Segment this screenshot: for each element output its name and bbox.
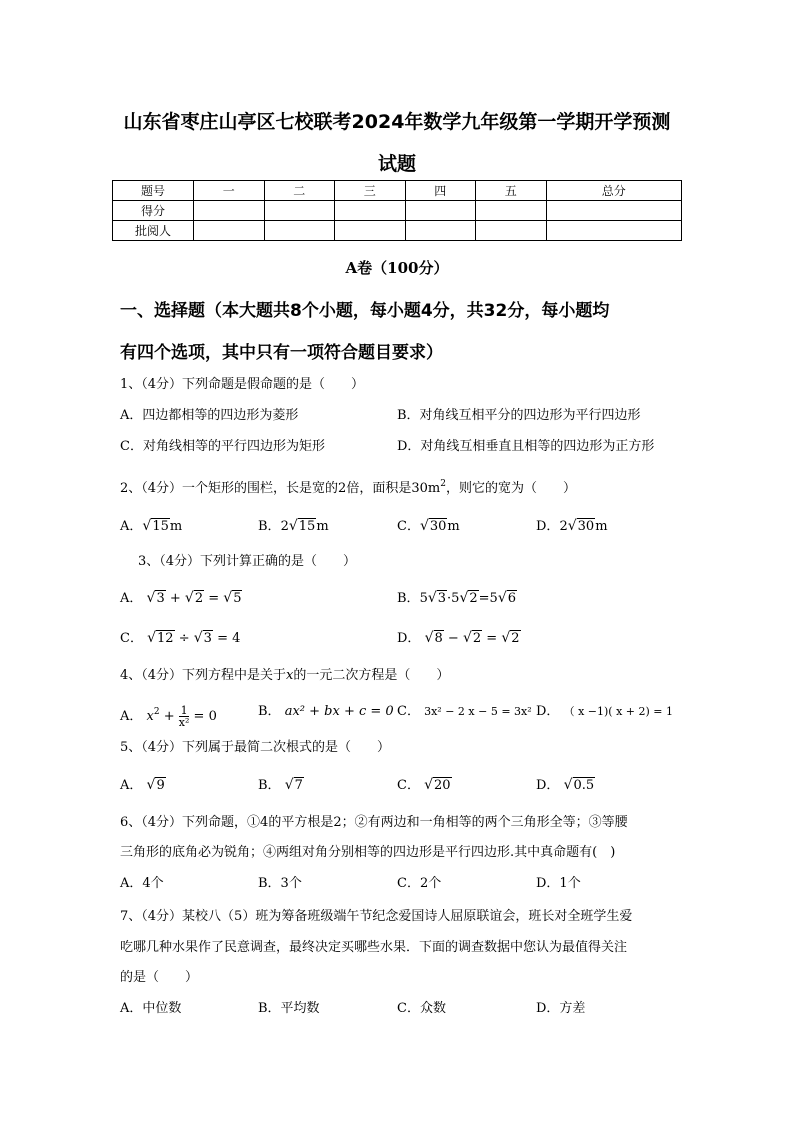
score-row-label: 批阅人 bbox=[113, 221, 194, 241]
radicand: 8 bbox=[434, 631, 443, 646]
sqrt-icon: √ bbox=[193, 630, 203, 646]
q7-stem-line1: 7、（4分）某校八（5）班为筹备班级端午节纪念爱国诗人屈原联谊会，班长对全班学生爱 bbox=[120, 909, 633, 924]
coefficient: 2 bbox=[280, 519, 289, 534]
score-cell[interactable] bbox=[264, 201, 335, 221]
sqrt-icon: √ bbox=[427, 590, 437, 606]
option-label: B． bbox=[258, 778, 281, 793]
radicand: 2 bbox=[469, 591, 478, 606]
sqrt-icon: √ bbox=[567, 518, 577, 534]
unit: m bbox=[595, 519, 608, 534]
sqrt-icon: √ bbox=[563, 777, 573, 793]
q1-option-a: A．四边都相等的四边形为菱形 bbox=[120, 408, 299, 423]
q2-option-c bbox=[397, 518, 460, 535]
radicand: 2 bbox=[472, 631, 482, 646]
score-header-cell: 五 bbox=[476, 181, 547, 201]
unit: m bbox=[316, 519, 329, 534]
score-cell[interactable] bbox=[335, 221, 406, 241]
q6-stem-line2: 三角形的底角必为锐角；④两组对角分别相等的四边形是平行四边形.其中真命题有( ) bbox=[120, 845, 616, 860]
sqrt-icon: √ bbox=[424, 777, 434, 793]
q4-option-d bbox=[536, 704, 673, 720]
option-label: A． bbox=[120, 778, 143, 793]
unit: m bbox=[169, 519, 183, 534]
q2-stem-end: ，则它的宽为（ ） bbox=[445, 481, 576, 496]
q4-option-a bbox=[120, 704, 217, 728]
q7-option-c: C．众数 bbox=[397, 1001, 446, 1016]
option-label: D． bbox=[536, 704, 560, 719]
q7-option-b: B．平均数 bbox=[258, 1001, 320, 1016]
radicand: 6 bbox=[507, 591, 517, 606]
option-label: C． bbox=[120, 631, 143, 646]
page-title-continued: 试题 bbox=[377, 153, 416, 175]
equals: = 4 bbox=[212, 631, 241, 646]
option-label: A． bbox=[120, 519, 143, 534]
denominator: x² bbox=[178, 716, 190, 729]
q7-option-a: A．中位数 bbox=[120, 1001, 182, 1016]
score-header-cell: 总分 bbox=[546, 181, 682, 201]
operator: − bbox=[443, 631, 463, 646]
q7-stem-line3: 的是（ ） bbox=[120, 970, 199, 985]
option-label: D． bbox=[397, 631, 421, 646]
q6-option-c: C．2个 bbox=[397, 876, 442, 891]
q1-option-b: B．对角线互相平分的四边形为平行四边形 bbox=[397, 408, 641, 423]
q6-stem-line1: 6、（4分）下列命题，①4的平方根是2；②有两边和一角相等的两个三角形全等；③等腰 bbox=[120, 815, 628, 830]
q3-option-d bbox=[397, 630, 521, 647]
q4-stem bbox=[120, 668, 449, 684]
score-cell[interactable] bbox=[476, 221, 547, 241]
option-label: B． bbox=[258, 704, 281, 719]
score-header-cell: 题号 bbox=[113, 181, 194, 201]
option-label: B． bbox=[397, 591, 420, 606]
option-label: C． bbox=[397, 519, 420, 534]
q3-option-a bbox=[120, 590, 242, 607]
sqrt-icon: √ bbox=[424, 630, 434, 646]
q1-option-c: C．对角线相等的平行四边形为矩形 bbox=[120, 439, 325, 454]
option-label: A． bbox=[120, 591, 143, 606]
sqrt-icon: √ bbox=[501, 630, 511, 646]
coefficient: 2 bbox=[559, 519, 568, 534]
sqrt-icon: √ bbox=[459, 590, 469, 606]
section-heading: 一、选择题（本大题共8个小题，每小题4分，共32分，每小题均 bbox=[120, 301, 610, 321]
equals: =5 bbox=[478, 591, 498, 606]
q6-option-a: A．4个 bbox=[120, 876, 164, 891]
option-label: D． bbox=[536, 519, 560, 534]
score-header-cell: 一 bbox=[194, 181, 265, 201]
fraction bbox=[179, 705, 190, 728]
equation: 3x² − 2 x − 5 = 3x² bbox=[424, 705, 532, 718]
radicand: 5 bbox=[233, 591, 242, 606]
score-cell[interactable] bbox=[546, 201, 682, 221]
q7-stem-line2: 吃哪几种水果作了民意调查，最终决定买哪些水果．下面的调查数据中您认为最值得关注 bbox=[120, 940, 628, 955]
equation: （ x −1)( x + 2) = 1 bbox=[563, 705, 673, 718]
score-table-row bbox=[113, 201, 682, 221]
sqrt-icon: √ bbox=[184, 590, 194, 606]
option-label: D． bbox=[536, 778, 560, 793]
unit: m bbox=[447, 519, 460, 534]
radicand: 3 bbox=[156, 591, 165, 606]
score-cell[interactable] bbox=[335, 201, 406, 221]
page-title: 山东省枣庄山亭区七校联考2024年数学九年级第一学期开学预测 bbox=[123, 111, 671, 133]
rhs: = 0 bbox=[189, 709, 217, 724]
sqrt-icon: √ bbox=[284, 777, 294, 793]
q2-stem-start: 2、（4分）一个矩形的围栏，长是宽的2倍，面积是 bbox=[120, 481, 412, 496]
q6-option-b: B．3个 bbox=[258, 876, 302, 891]
q4-option-c bbox=[397, 704, 532, 720]
q5-option-a bbox=[120, 777, 166, 794]
sqrt-icon: √ bbox=[419, 518, 429, 534]
radicand: 15 bbox=[298, 519, 316, 534]
radicand: 3 bbox=[437, 591, 447, 606]
sqrt-icon: √ bbox=[223, 590, 233, 606]
radicand: 30 bbox=[429, 519, 447, 534]
option-label: C． bbox=[397, 778, 420, 793]
volume-heading: A卷（100分） bbox=[345, 259, 449, 277]
operator: ÷ bbox=[174, 631, 194, 646]
q2-stem bbox=[120, 476, 576, 497]
q1-option-d: D．对角线互相垂直且相等的四边形为正方形 bbox=[397, 439, 655, 454]
equals: = bbox=[204, 591, 224, 606]
score-row-label: 得分 bbox=[113, 201, 194, 221]
q2-area: 30m bbox=[411, 481, 441, 496]
variable: x bbox=[286, 668, 294, 683]
q3-option-c bbox=[120, 630, 240, 647]
q4-option-b bbox=[258, 704, 394, 720]
score-table-header-row bbox=[113, 181, 682, 201]
numerator: 1 bbox=[180, 704, 188, 717]
score-cell[interactable] bbox=[546, 221, 682, 241]
coefficient: 5 bbox=[419, 591, 428, 606]
q3-option-b bbox=[397, 590, 517, 607]
q4-stem-start: 4、（4分）下列方程中是关于 bbox=[120, 668, 287, 683]
score-cell[interactable] bbox=[476, 201, 547, 221]
score-table bbox=[112, 180, 682, 241]
section-heading-continued: 有四个选项，其中只有一项符合题目要求） bbox=[120, 343, 443, 363]
operator: ·5 bbox=[447, 591, 460, 606]
q5-option-d bbox=[536, 777, 595, 794]
radicand: 2 bbox=[194, 591, 204, 606]
sqrt-icon: √ bbox=[462, 630, 472, 646]
q3-stem: 3、（4分）下列计算正确的是（ ） bbox=[138, 554, 357, 569]
q2-option-b bbox=[258, 518, 329, 535]
radicand: 15 bbox=[152, 519, 169, 534]
q7-option-d: D．方差 bbox=[536, 1001, 586, 1016]
equals: = bbox=[482, 631, 502, 646]
radicand: 0.5 bbox=[573, 778, 595, 793]
sqrt-icon: √ bbox=[288, 518, 298, 534]
sqrt-icon: √ bbox=[142, 518, 152, 534]
radicand: 2 bbox=[511, 631, 520, 646]
q2-area-exponent: 2 bbox=[440, 479, 446, 489]
exponent: 2 bbox=[153, 707, 160, 717]
radicand: 12 bbox=[157, 631, 174, 646]
option-label: B． bbox=[258, 519, 281, 534]
score-header-cell: 二 bbox=[264, 181, 335, 201]
q1-stem: 1、（4分）下列命题是假命题的是（ ） bbox=[120, 377, 365, 392]
option-label: C． bbox=[397, 704, 420, 719]
radicand: 7 bbox=[294, 778, 303, 793]
q2-option-d bbox=[536, 518, 608, 535]
radicand: 9 bbox=[156, 778, 165, 793]
radicand: 20 bbox=[434, 778, 451, 793]
sqrt-icon: √ bbox=[147, 630, 157, 646]
score-cell[interactable] bbox=[405, 201, 476, 221]
sqrt-icon: √ bbox=[146, 590, 156, 606]
score-header-cell: 三 bbox=[335, 181, 406, 201]
operator: + bbox=[165, 591, 185, 606]
q6-option-d: D．1个 bbox=[536, 876, 581, 891]
variable: x bbox=[146, 709, 154, 724]
score-header-cell: 四 bbox=[405, 181, 476, 201]
sqrt-icon: √ bbox=[146, 777, 156, 793]
q5-option-b bbox=[258, 777, 304, 794]
q2-option-a bbox=[120, 518, 182, 535]
option-label: A． bbox=[120, 709, 143, 724]
sqrt-icon: √ bbox=[497, 590, 507, 606]
q5-stem: 5、（4分）下列属于最简二次根式的是（ ） bbox=[120, 740, 391, 755]
operator: + bbox=[159, 709, 179, 724]
score-table-row bbox=[113, 221, 682, 241]
score-cell[interactable] bbox=[194, 201, 265, 221]
radicand: 3 bbox=[203, 631, 212, 646]
radicand: 30 bbox=[577, 519, 595, 534]
score-cell[interactable] bbox=[405, 221, 476, 241]
score-cell[interactable] bbox=[194, 221, 265, 241]
score-cell[interactable] bbox=[264, 221, 335, 241]
q4-stem-end: 的一元二次方程是（ ） bbox=[293, 668, 450, 683]
equation: ax² + bx + c = 0 bbox=[284, 704, 394, 719]
q5-option-c bbox=[397, 777, 452, 794]
